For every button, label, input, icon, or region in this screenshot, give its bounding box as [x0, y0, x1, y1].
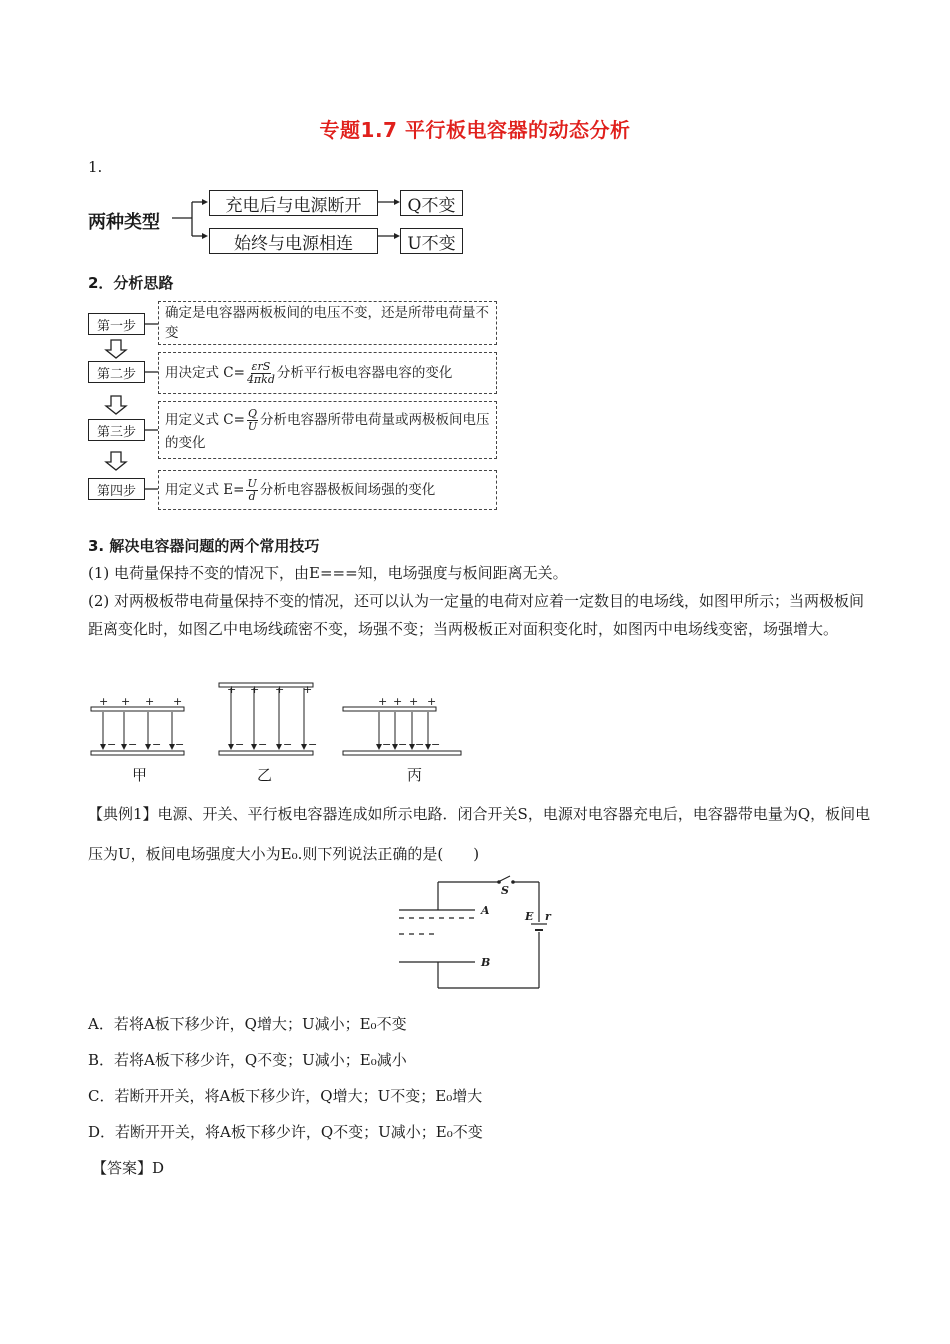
type2-box: 始终与电源相连 — [209, 228, 378, 254]
svg-text:−: − — [152, 738, 162, 751]
step2-desc — [158, 352, 497, 394]
step1-text: 确定是电容器两板板间的电压不变，还是所带电荷量不变 — [165, 305, 489, 341]
step2-frac-den: 4πkd — [246, 372, 275, 386]
step3-frac-num: Q — [247, 407, 257, 420]
step3-suffix: 分析电容器所带电荷量或两极板间电压的变化 — [165, 412, 490, 451]
svg-text:−: − — [258, 738, 268, 751]
svg-text:+: + — [121, 695, 131, 708]
svg-text:−: − — [128, 738, 138, 751]
step1-label: 第一步 — [88, 313, 145, 335]
svg-text:−: − — [235, 738, 245, 751]
page-title: 专题1.7 平行板电容器的动态分析 — [319, 118, 631, 142]
section2-heading: 2．分析思路 — [88, 274, 174, 292]
circuit-diagram — [395, 872, 550, 996]
svg-text:−: − — [308, 738, 318, 751]
svg-text:+: + — [250, 683, 260, 696]
step4-prefix: 用定义式 E= — [165, 482, 245, 498]
svg-text:+: + — [393, 695, 403, 708]
step3-label: 第三步 — [88, 419, 145, 441]
tip2-paragraph: (2) 对两极板带电荷量保持不变的情况，还可以认为一定量的电荷对应着一定数目的电场线，如图甲所示；当两极板间距离变化时，如图乙中电场线疏密不变，场强不变；当两极板正对面积变化时，如图丙中电场线变密，场强增大。 — [88, 592, 865, 638]
step2-prefix: 用决定式 C= — [165, 365, 245, 381]
option-d: D．若断开开关，将A板下移少许，Q不变；U减小；E₀不变 — [88, 1123, 483, 1141]
svg-text:+: + — [145, 695, 155, 708]
type1-box: 充电后与电源断开 — [209, 190, 378, 216]
svg-text:+: + — [409, 695, 419, 708]
example-text: 【典例1】电源、开关、平行板电容器连成如所示电路．闭合开关S，电源对电容器充电后，电容器带电量为Q，板间电压为U，板间电场强度大小为E₀.则下列说法正确的是( ) — [88, 805, 871, 863]
circuit-label-e: E — [525, 910, 534, 923]
section3-heading: 3. 解决电容器问题的两个常用技巧 — [88, 537, 320, 555]
step2-frac-num: εrS — [251, 359, 271, 373]
step2-suffix: 分析平行板电容器电容的变化 — [276, 365, 453, 381]
step4-label: 第四步 — [88, 478, 145, 500]
fig-label-yi: 乙 — [257, 766, 273, 784]
fig-label-jia: 甲 — [132, 766, 148, 784]
circuit-label-b: B — [481, 956, 491, 969]
result2-box: U不变 — [400, 228, 463, 254]
answer: 【答案】D — [92, 1159, 165, 1177]
step3-fraction — [247, 408, 258, 433]
svg-text:+: + — [275, 683, 285, 696]
section1-number: 1. — [88, 158, 103, 176]
circuit-label-s: S — [501, 884, 509, 897]
result1-box: Q不变 — [400, 190, 463, 216]
svg-text:−: − — [398, 738, 408, 751]
option-b: B．若将A板下移少许，Q不变；U减小；E₀减小 — [88, 1051, 407, 1069]
svg-text:−: − — [382, 738, 392, 751]
step3-prefix: 用定义式 C= — [165, 412, 245, 428]
svg-text:+: + — [378, 695, 388, 708]
circuit-label-r: r — [545, 910, 551, 923]
types-label: 两种类型 — [88, 212, 160, 233]
svg-text:+: + — [303, 683, 313, 696]
step4-desc — [158, 470, 497, 510]
svg-text:−: − — [175, 738, 185, 751]
svg-text:+: + — [173, 695, 183, 708]
step4-frac-den: d — [248, 489, 256, 503]
step2-fraction — [247, 361, 275, 386]
tip1-paragraph: (1) 电荷量保持不变的情况下，由E===知，电场强度与板间距离无关。 — [88, 564, 568, 582]
step3-frac-den: U — [247, 420, 258, 433]
svg-text:+: + — [427, 695, 437, 708]
step4-fraction — [246, 478, 257, 503]
svg-text:+: + — [99, 695, 109, 708]
step1-desc — [158, 301, 497, 345]
step3-desc — [158, 401, 497, 459]
circuit-label-a: A — [481, 904, 490, 917]
option-c: C．若断开开关，将A板下移少许，Q增大；U不变；E₀增大 — [88, 1087, 483, 1105]
step4-frac-num: U — [247, 476, 257, 490]
option-a: A．若将A板下移少许，Q增大；U减小；E₀不变 — [88, 1015, 407, 1033]
field-lines-figure — [88, 676, 468, 760]
svg-text:−: − — [283, 738, 293, 751]
svg-text:−: − — [431, 738, 441, 751]
svg-text:−: − — [415, 738, 425, 751]
step4-suffix: 分析电容器极板间场强的变化 — [259, 482, 436, 498]
fig-label-bing: 丙 — [407, 766, 423, 784]
svg-text:−: − — [107, 738, 117, 751]
step2-label: 第二步 — [88, 361, 145, 383]
svg-text:+: + — [227, 683, 237, 696]
